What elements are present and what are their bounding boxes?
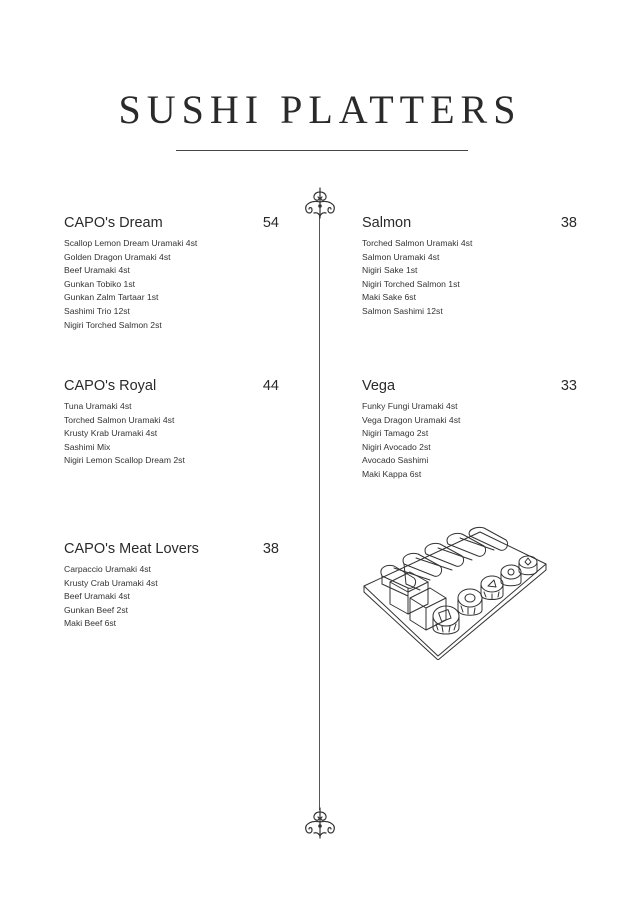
list-item: Vega Dragon Uramaki 4st [362, 414, 461, 425]
list-item: Beef Uramaki 4st [64, 265, 130, 276]
list-item: Krusty Crab Uramaki 4st [64, 577, 158, 588]
list-item: Sashimi Trio 12st [64, 305, 130, 316]
list-item: Salmon Uramaki 4st [362, 251, 440, 262]
list-item: Torched Salmon Uramaki 4st [64, 414, 175, 425]
item-list [64, 237, 279, 332]
list-item: Krusty Krab Uramaki 4st [64, 428, 158, 439]
list-item: Carpaccio Uramaki 4st [64, 564, 151, 574]
list-item: Nigiri Avocado 2st [362, 441, 431, 452]
list-item: Nigiri Tamago 2st [362, 428, 429, 439]
list-item: Maki Kappa 6st [362, 468, 422, 479]
section-name: Salmon [362, 215, 412, 231]
sushi-platter-illustration [360, 524, 548, 660]
title-underline [176, 150, 468, 151]
section-name: Vega [362, 378, 396, 394]
menu-section-capos-royal [64, 378, 279, 468]
section-price: 44 [262, 378, 279, 394]
flourish-ornament-icon [300, 806, 340, 840]
page-title: SUSHI PLATTERS [118, 87, 522, 132]
menu-section-capos-meat-lovers [64, 541, 279, 631]
menu-section-vega [362, 378, 577, 482]
section-name: CAPO's Royal [64, 378, 157, 394]
list-item: Tuna Uramaki 4st [64, 401, 132, 411]
list-item: Gunkan Tobiko 1st [64, 278, 136, 289]
list-item: Nigiri Torched Salmon 1st [362, 278, 460, 289]
list-item: Nigiri Lemon Scallop Dream 2st [64, 455, 185, 466]
section-price: 33 [560, 378, 577, 394]
flourish-ornament-icon [300, 186, 340, 220]
section-price: 38 [560, 215, 577, 231]
list-item: Maki Beef 6st [64, 618, 117, 629]
list-item: Beef Uramaki 4st [64, 591, 130, 602]
list-item: Maki Sake 6st [362, 292, 416, 303]
list-item: Scallop Lemon Dream Uramaki 4st [64, 238, 198, 248]
item-list [362, 237, 577, 319]
list-item: Gunkan Zalm Tartaar 1st [64, 292, 159, 303]
section-name: CAPO's Dream [64, 215, 163, 231]
section-name: CAPO's Meat Lovers [64, 541, 199, 557]
section-price: 54 [262, 215, 279, 231]
list-item: Sashimi Mix [64, 441, 111, 452]
item-list [64, 563, 279, 631]
center-divider [319, 214, 320, 810]
item-list [362, 400, 577, 482]
list-item: Avocado Sashimi [362, 455, 429, 466]
list-item: Funky Fungi Uramaki 4st [362, 401, 458, 411]
menu-section-capos-dream [64, 215, 279, 332]
menu-section-salmon [362, 215, 577, 319]
list-item: Nigiri Torched Salmon 2st [64, 319, 162, 330]
list-item: Golden Dragon Uramaki 4st [64, 251, 171, 262]
section-price: 38 [262, 541, 279, 557]
list-item: Salmon Sashimi 12st [362, 305, 443, 316]
item-list [64, 400, 279, 468]
list-item: Gunkan Beef 2st [64, 604, 129, 615]
list-item: Torched Salmon Uramaki 4st [362, 238, 473, 248]
list-item: Nigiri Sake 1st [362, 265, 418, 276]
